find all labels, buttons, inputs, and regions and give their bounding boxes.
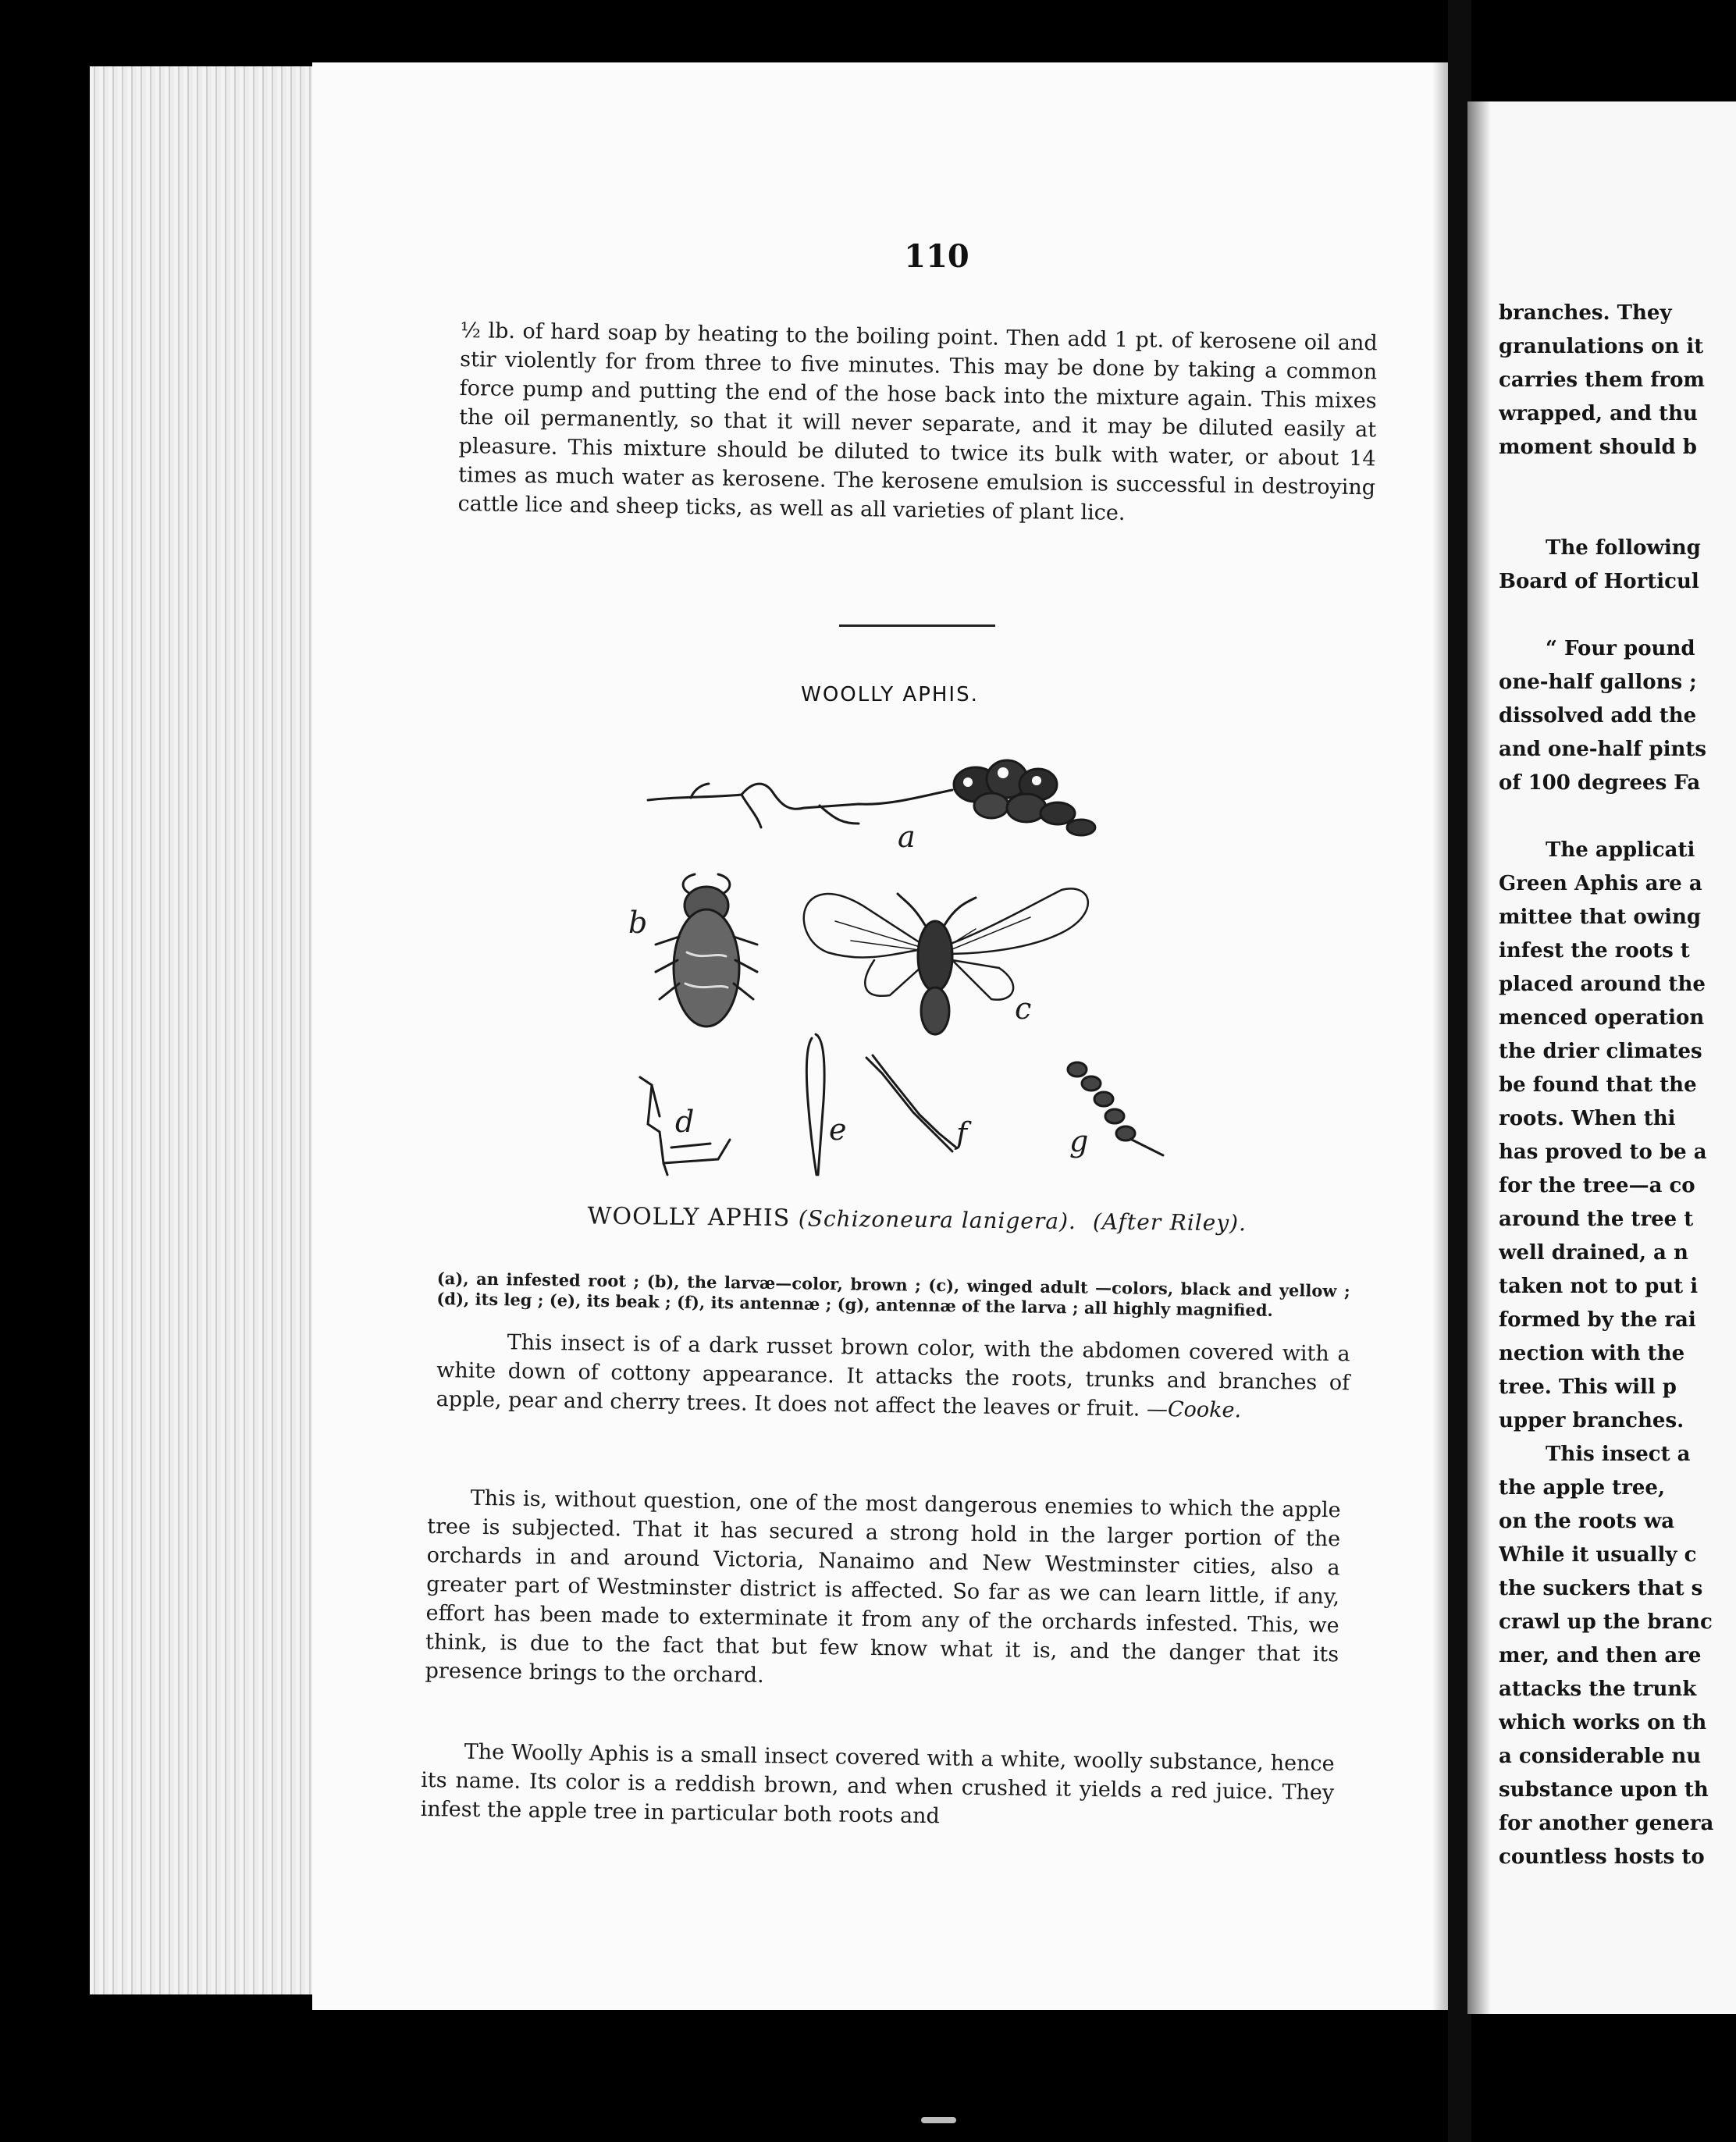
caption-latin: (Schizoneura lanigera).: [798, 1205, 1077, 1235]
gutter-shadow-right: [1467, 101, 1491, 2014]
caption-author: Riley: [1169, 1209, 1230, 1236]
right-page-line: for the tree—a co: [1499, 1174, 1695, 1197]
right-page-line: substance upon th: [1499, 1778, 1709, 1802]
figure-label-d: d: [675, 1105, 695, 1139]
infested-root-drawing: [648, 760, 1095, 835]
right-page-line: well drained, a n: [1499, 1241, 1688, 1265]
right-page-line: countless hosts to: [1499, 1845, 1705, 1869]
caption-close: ).: [1229, 1210, 1247, 1236]
right-page-line: formed by the rai: [1499, 1308, 1696, 1332]
description-citation: —Cooke.: [1146, 1397, 1242, 1423]
section-divider: [839, 624, 995, 627]
caption-after: (After: [1092, 1208, 1162, 1236]
right-page-line: the drier climates: [1499, 1040, 1702, 1063]
right-page-line: of 100 degrees Fa: [1499, 771, 1701, 795]
right-page-line: on the roots wa: [1499, 1510, 1675, 1533]
right-page-line: carries them from: [1499, 368, 1705, 392]
right-page-line: [1499, 498, 1736, 532]
right-page-line: [1499, 464, 1736, 498]
right-page-line: the apple tree,: [1499, 1476, 1666, 1500]
figure-label-e: e: [829, 1112, 847, 1147]
right-page-line: and one-half pints: [1499, 738, 1707, 761]
right-page-line: infest the roots t: [1499, 939, 1690, 962]
right-page-line: dissolved add the: [1499, 704, 1697, 728]
figure-label-c: c: [1015, 991, 1032, 1026]
right-page-text: [1499, 297, 1736, 1874]
figure-label-g: g: [1069, 1124, 1089, 1158]
right-page-line: moment should b: [1499, 436, 1697, 459]
figure-note: (a), an infested root ; (b), the larvæ—color, brown ; (c), winged adult —colors, black and yellow ; (d), its leg ; (e), its beak ; (f), its antennæ ; (g), antennæ of the larva ; all highly magnified.: [436, 1268, 1350, 1320]
right-page-line: [1499, 800, 1736, 834]
right-page-line: While it usually c: [1499, 1543, 1697, 1567]
right-page-line: menced operation: [1499, 1006, 1705, 1030]
right-page-line: nection with the: [1499, 1342, 1685, 1365]
figure-label-a: a: [898, 820, 916, 854]
right-page-line: placed around the: [1499, 973, 1706, 996]
right-page-line: crawl up the branc: [1499, 1610, 1713, 1634]
page-edges: [90, 66, 324, 1994]
larva-drawing: [656, 874, 757, 1027]
right-page-line: taken not to put i: [1499, 1275, 1699, 1298]
beak-drawing: [806, 1034, 824, 1175]
right-page-line: The applicati: [1546, 838, 1695, 862]
page-number: 110: [904, 238, 969, 275]
right-page-line: be found that the: [1499, 1073, 1697, 1097]
antenna-drawing: [866, 1055, 956, 1151]
right-page-line: wrapped, and thu: [1499, 402, 1698, 425]
winged-adult-drawing: [804, 888, 1088, 1034]
right-page-line: attacks the trunk: [1499, 1678, 1697, 1701]
right-page-line: upper branches.: [1499, 1409, 1684, 1432]
woolly-aphis-paragraph: The Woolly Aphis is a small insect covered with a white, woolly substance, hence its name. Its color is a reddish brown, and when crushed it yields a red juice. They infest the apple tree in particular both roots and: [420, 1739, 1335, 1829]
right-page-line: mer, and then are: [1499, 1644, 1702, 1667]
figure-label-b: b: [628, 906, 648, 940]
right-page-line: Green Aphis are a: [1499, 872, 1702, 895]
right-page-line: has proved to be a: [1499, 1140, 1707, 1164]
right-page-line: a considerable nu: [1499, 1745, 1702, 1768]
caption-name: WOOLLY APHIS: [587, 1202, 791, 1233]
right-page-line: the suckers that s: [1499, 1577, 1703, 1600]
woolly-aphis-illustration: [624, 749, 1202, 1187]
right-page-line: The following: [1546, 536, 1701, 560]
section-title: WOOLLY APHIS.: [801, 683, 979, 706]
scan-speck: [921, 2117, 956, 2123]
right-page-line: Board of Horticul: [1499, 570, 1699, 593]
right-page-line: [1499, 599, 1736, 632]
right-page-line: branches. They: [1499, 301, 1672, 325]
right-page-line: roots. When thi: [1499, 1107, 1676, 1130]
right-page-line: which works on th: [1499, 1711, 1707, 1735]
right-page-line: granulations on it: [1499, 335, 1704, 358]
right-page-line: for another genera: [1499, 1812, 1714, 1835]
right-page-line: This insect a: [1546, 1443, 1691, 1466]
right-page-line: mittee that owing: [1499, 906, 1702, 929]
right-page-line: one-half gallons ;: [1499, 671, 1697, 694]
description-paragraph: [436, 1327, 1350, 1426]
description-text: This insect is of a dark russet brown color, with the abdomen covered with a white down of cottony appearance. It attacks the roots, trunks and branches of apple, pear and cherry trees. It does not affect the leaves or fruit.: [436, 1330, 1350, 1421]
figure-label-f: f: [956, 1116, 968, 1151]
danger-paragraph: This is, without question, one of the most dangerous enemies to which the apple tree is subjected. That it has secured a strong hold in the larger portion of the orchards in and around Victoria, Nanaimo and New Westminster cities, also a greater part of Westminster district is affected. So far as we can learn little, if any, effort has been made to exterminate it from any of the orchards infested. This, we think, is due to the fact that but few know what it is, and the danger that its presence brings to the orchard.: [425, 1486, 1341, 1688]
intro-paragraph: ½ lb. of hard soap by heating to the boiling point. Then add 1 pt. of kerosene oil and stir violently for from three to five minutes. This may be done by taking a common force pump and putting the end of the hose back into the mixture again. This mixes the oil permanently, so that it will never separate, and it may be diluted easily at pleasure. This mixture should be diluted to twice its bulk with water, or about 14 times as much water as kerosene. The kerosene emulsion is successful in destroying cattle lice and sheep ticks, as well as all varieties of plant lice.: [457, 318, 1378, 525]
right-page-line: tree. This will p: [1499, 1375, 1677, 1399]
right-page-line: around the tree t: [1499, 1208, 1694, 1231]
right-page-line: “ Four pound: [1546, 637, 1695, 660]
